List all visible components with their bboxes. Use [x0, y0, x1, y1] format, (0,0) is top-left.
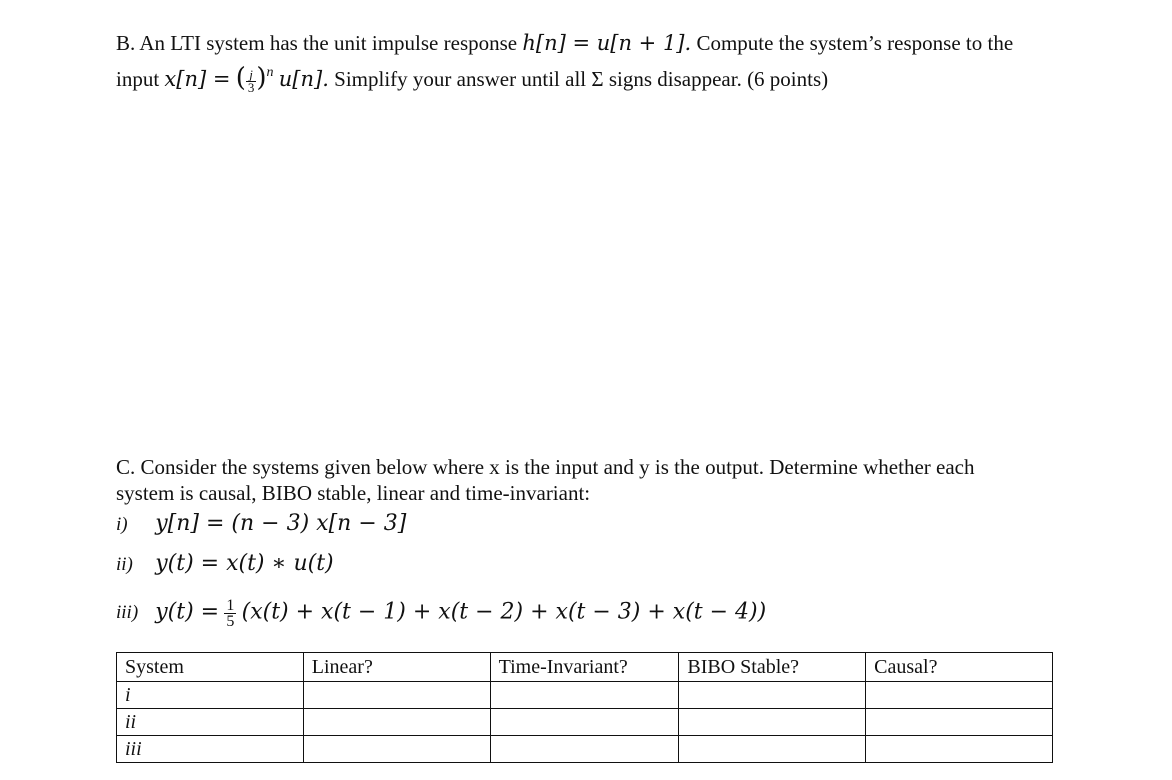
cell-i-time-invariant[interactable]	[490, 682, 679, 709]
header-causal: Causal?	[866, 653, 1053, 682]
properties-table	[116, 652, 1053, 763]
open-paren: (	[235, 63, 246, 93]
system-iii-frac-den: 5	[226, 613, 235, 630]
fraction-numerator: j	[246, 69, 257, 82]
input-signal-lhs: x[n] =	[164, 67, 231, 91]
system-i	[116, 510, 406, 538]
system-i-label: i)	[116, 514, 128, 535]
header-time-invariant: Time-Invariant?	[490, 653, 679, 682]
row-label-i: i	[117, 682, 304, 709]
part-c-line-2: system is causal, BIBO stable, linear and time-invariant:	[116, 481, 591, 505]
system-i-equation: y[n] = (n − 3) x[n − 3]	[155, 511, 407, 536]
system-iii-fraction	[224, 598, 236, 629]
unit-step-term: u[n].	[278, 67, 329, 91]
table-header-row	[117, 653, 1053, 682]
system-iii	[116, 598, 766, 629]
system-iii-lhs: y(t) =	[155, 599, 220, 625]
system-iii-label: iii)	[116, 602, 139, 624]
part-b-text-2: Compute the system’s response to the	[696, 31, 1014, 55]
part-b-text-1: B. An LTI system has the unit impulse response	[116, 31, 518, 55]
cell-ii-causal[interactable]	[866, 709, 1053, 736]
system-ii-label: ii)	[116, 554, 133, 575]
cell-ii-time-invariant[interactable]	[490, 709, 679, 736]
cell-ii-bibo[interactable]	[679, 709, 866, 736]
impulse-response-expr: h[n] = u[n + 1].	[522, 31, 692, 55]
part-c-line-1: C. Consider the systems given below where x is the input and y is the output. Determine whether each	[116, 455, 975, 479]
table-row	[117, 682, 1053, 709]
table-row	[117, 709, 1053, 736]
part-b-text-3: Simplify your answer until all Σ signs disappear. (6 points)	[334, 67, 829, 91]
cell-i-bibo[interactable]	[679, 682, 866, 709]
system-iii-rhs: (x(t) + x(t − 1) + x(t − 2) + x(t − 3) + x(t − 4))	[241, 599, 767, 625]
table-row	[117, 736, 1053, 763]
input-fraction	[246, 66, 257, 95]
part-b-input-label: input	[116, 67, 160, 91]
cell-iii-causal[interactable]	[866, 736, 1053, 763]
cell-iii-bibo[interactable]	[679, 736, 866, 763]
system-ii	[116, 550, 334, 578]
part-b-line-2	[116, 60, 828, 94]
header-bibo-stable: BIBO Stable?	[679, 653, 866, 682]
cell-iii-linear[interactable]	[303, 736, 490, 763]
close-paren: )	[256, 63, 267, 93]
cell-ii-linear[interactable]	[303, 709, 490, 736]
row-label-iii: iii	[117, 736, 304, 763]
header-system: System	[117, 653, 304, 682]
part-b-line-1	[116, 30, 1013, 56]
system-ii-equation: y(t) = x(t) ∗ u(t)	[155, 551, 334, 576]
row-label-ii: ii	[117, 709, 304, 736]
exponent: n	[266, 65, 274, 80]
header-linear: Linear?	[303, 653, 490, 682]
fraction-denominator: 3	[247, 79, 255, 95]
cell-i-causal[interactable]	[866, 682, 1053, 709]
cell-i-linear[interactable]	[303, 682, 490, 709]
cell-iii-time-invariant[interactable]	[490, 736, 679, 763]
system-iii-frac-num: 1	[226, 597, 235, 614]
